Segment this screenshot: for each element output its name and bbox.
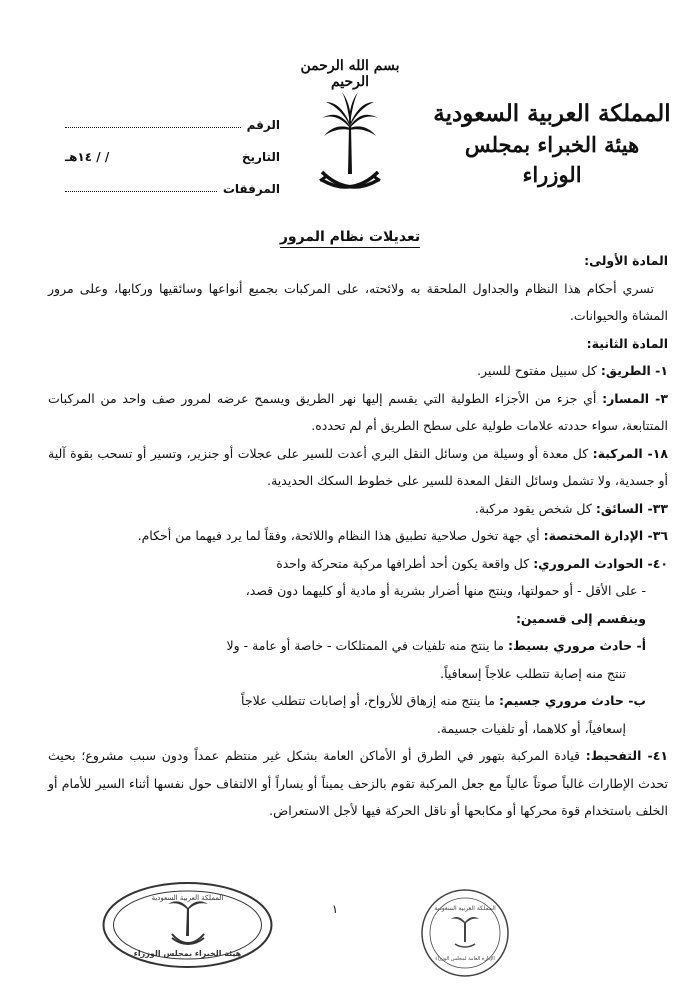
official-stamp-left-icon [100, 880, 275, 970]
item-40-continuation: - على الأقل - أو حمولتها، وينتج منها أضرار بشرية أو مادية أو كليهما دون قصد، [245, 583, 646, 598]
item-term: الطريق: [600, 363, 651, 378]
sub-item-continuation: تنتج منه إصابة تتطلب علاجاً إسعافياً. [440, 665, 626, 681]
item-term: الحوادث المروري: [533, 555, 644, 571]
item-text: أي جزء من الأجزاء الطولية التي يقسم إليها نهر الطريق ويسمح عرضه لمرور صف واحد من المركبات المتتابعة، سواء حددته علامات طولية على سطح الطريق أم لم تحدده. [48, 390, 668, 433]
number-field [65, 100, 280, 132]
document-body [48, 247, 668, 825]
definition-item [48, 495, 668, 523]
item-term: المركبة: [592, 445, 643, 461]
date-label: التاريخ [241, 150, 280, 164]
stamp-left-text-2: هيئة الخبراء بمجلس الوزراء [133, 949, 242, 958]
item-number: ٣٣- [643, 500, 668, 516]
organization-name [432, 98, 672, 190]
sub-item-continuation: إسعافياً، أو كلاهما، أو تلفيات جسيمة. [436, 720, 626, 736]
sub-item-text: ما ينتج منه تلفيات في الممتلكات - خاصة أو عامة - ولا [226, 638, 508, 653]
stamp-left-text: المملكة العربية السعودية [151, 894, 224, 902]
sub-item [48, 687, 668, 715]
definition-item [48, 385, 668, 440]
item-number: ٤١- [641, 748, 668, 763]
item-text: كل سبيل مفتوح للسير. [477, 363, 601, 378]
item-term: السائق: [595, 500, 644, 516]
item-term: الإدارة المختصة: [543, 528, 644, 543]
article-1-heading: المادة الأولى: [584, 253, 668, 268]
item-text: كل شخص يقود مركبة. [474, 500, 596, 516]
item-40-divides: وينقسم إلى قسمين: [515, 610, 646, 626]
item-text: كل واقعة يكون أحد أطرافها مركبة متحركة واحدة [276, 555, 534, 571]
basmala: بسم الله الرحمن الرحيم [300, 58, 400, 90]
document-title [0, 226, 700, 245]
sub-item-term: ب- حادث مروري جسيم: [498, 693, 646, 708]
item-text: قيادة المركبة بتهور في الطرق أو الأماكن العامة بشكل غير منتظم عمداً ودون سبب مشروع؛ بحيث تحدث الإطارات غالباً صوتاً عالياً مع جعل المركبة تقوم بالزحف يميناً أو يساراً أو الالتفاف حول نفسها أثناء السير للأمام أو الخلف باستخدام قوة محركها أو مكابحها أو ناقل الحركة فيها لأجل الاستعراض. [48, 748, 668, 818]
definition-item [48, 357, 668, 385]
definition-item [48, 522, 668, 550]
number-line [65, 126, 241, 128]
date-field [65, 132, 280, 164]
article-1-text: تسري أحكام هذا النظام والجداول الملحقة به ولائحته، على المركبات بجميع أنواعها وسائقيها وركابها، وعلى مرور المشاة والحيوانات. [48, 280, 668, 323]
attachments-label: المرفقات [222, 182, 280, 196]
palm-swords-emblem-icon [318, 88, 382, 198]
definition-item-40 [48, 550, 668, 578]
definition-item-41 [48, 742, 668, 825]
letter-meta-fields [65, 100, 280, 196]
article-2-heading: المادة الثانية: [586, 335, 668, 351]
item-text: كل معدة أو وسيلة من وسائل النقل البري أعدت للسير على عجلات أو جنزير، وتسير أو تسحب بقوة آلية أو جسدية، ولا تشمل وسائل النقل المعدة للسير على خطوط السكك الحديدية. [48, 445, 668, 488]
item-number: ١٨- [642, 445, 668, 461]
org-line-2: هيئة الخبراء بمجلس الوزراء [464, 132, 640, 187]
sub-item-text: ما ينتج منه إزهاق للأرواح، أو إصابات تتطلب علاجاً [241, 693, 499, 708]
stamp-right-text: المملكة العربية السعودية [434, 905, 496, 912]
sub-item [48, 632, 668, 660]
item-term: التفحيط: [585, 748, 642, 763]
sub-item-term: أ- حادث مروري بسيط: [507, 638, 646, 653]
item-number: ٤٠- [643, 555, 668, 571]
official-stamp-right-icon [415, 888, 515, 978]
item-number: ٣- [649, 390, 668, 406]
title-text: تعديلات نظام المرور [280, 229, 420, 248]
org-line-1: المملكة العربية السعودية [433, 100, 671, 127]
item-number: ١- [650, 363, 668, 378]
definition-item [48, 440, 668, 495]
attachments-line [65, 190, 217, 192]
date-value: / / ١٤هـ [65, 150, 110, 164]
item-term: المسار: [602, 390, 650, 406]
item-number: ٣٦- [643, 528, 668, 543]
item-text: أي جهة تخول صلاحية تطبيق هذا النظام واللائحة، وفقاً لما يرد فيهما من أحكام. [137, 528, 544, 543]
page-number: ١ [331, 902, 339, 916]
stamp-right-text-2: الإدارة العامة لمجلس الوزراء [435, 956, 495, 962]
attachments-field [65, 164, 280, 196]
number-label: الرقم [246, 118, 280, 132]
